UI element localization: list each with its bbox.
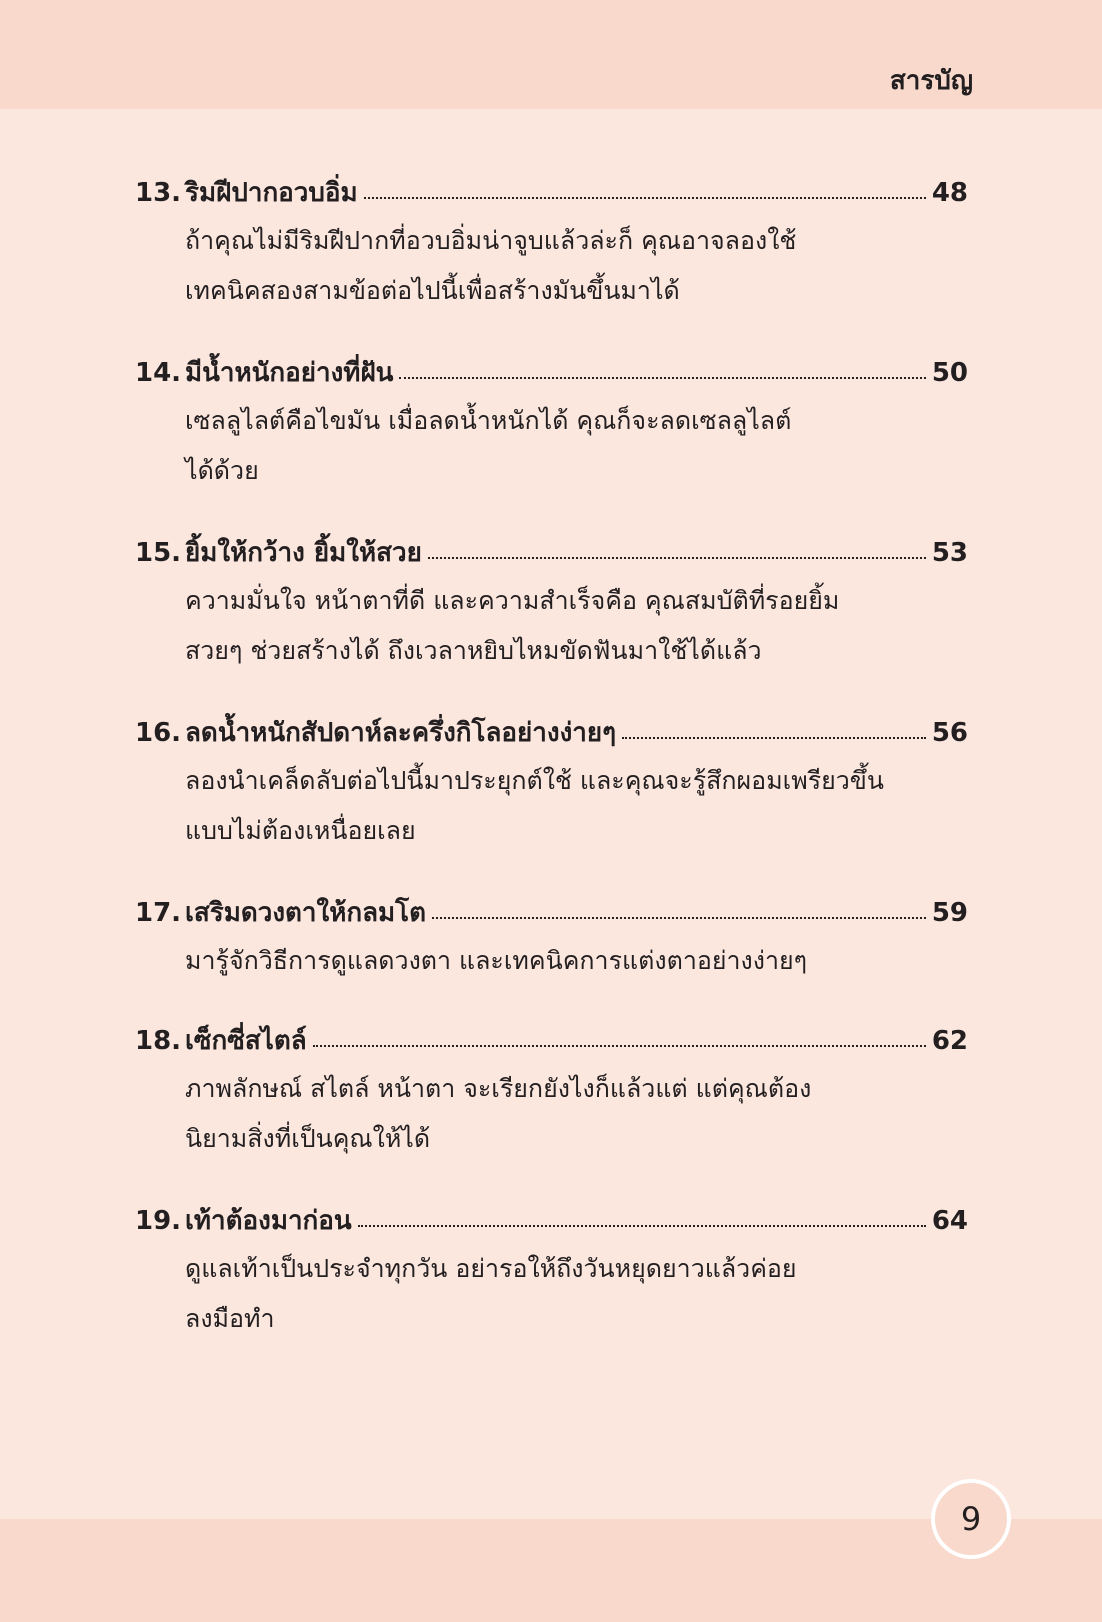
toc-entry: [135, 892, 968, 1020]
dot-leader: [428, 556, 926, 559]
toc-entry-description: [185, 216, 945, 316]
toc-entry-description: [185, 756, 945, 856]
description-line: ภาพลักษณ์ สไตล์ หน้าตา จะเรียกยังไงก็แล้วแต่ แต่คุณต้อง: [185, 1074, 812, 1103]
toc-entry: [135, 172, 968, 352]
page-number-badge: 9: [931, 1479, 1011, 1559]
toc-entry-description: [185, 936, 945, 986]
dot-leader: [364, 196, 926, 199]
toc-entry: [135, 532, 968, 712]
description-line: สวยๆ ช่วยสร้างได้ ถึงเวลาหยิบไหมขัดฟันมาใช้ได้แล้ว: [185, 636, 762, 665]
description-line: ลงมือทำ: [185, 1304, 275, 1333]
toc-entry-title: ลดน้ำหนักสัปดาห์ละครึ่งกิโลอย่างง่ายๆ: [185, 718, 617, 748]
toc-entry-number: 13.: [135, 178, 182, 208]
toc-entry: [135, 1200, 968, 1333]
toc-entry-page: 64: [931, 1206, 968, 1236]
toc-entry-number: 14.: [135, 358, 182, 388]
description-line: เซลลูไลต์คือไขมัน เมื่อลดน้ำหนักได้ คุณก็จะลดเซลลูไลต์: [185, 406, 792, 435]
toc-entry-heading: [135, 1020, 968, 1064]
description-line: แบบไม่ต้องเหนื่อยเลย: [185, 816, 416, 845]
toc-entry-page: 48: [931, 178, 968, 208]
toc-entry: [135, 712, 968, 892]
toc-entry-page: 53: [931, 538, 968, 568]
dot-leader: [358, 1224, 926, 1227]
description-line: ความมั่นใจ หน้าตาที่ดี และความสำเร็จคือ คุณสมบัติที่รอยยิ้ม: [185, 586, 840, 615]
toc-entry-page: 59: [931, 898, 968, 928]
description-line: มารู้จักวิธีการดูแลดวงตา และเทคนิคการแต่งตาอย่างง่ายๆ: [185, 946, 808, 975]
toc-entry: [135, 352, 968, 532]
toc-entry-title: เท้าต้องมาก่อน: [185, 1206, 352, 1236]
toc-entry-number: 17.: [135, 898, 182, 928]
toc-entry-heading: [135, 172, 968, 216]
toc-entry-heading: [135, 712, 968, 756]
toc-entry-description: [185, 1244, 945, 1344]
description-line: ได้ด้วย: [185, 456, 259, 485]
toc-entry-description: [185, 1064, 945, 1164]
toc-entry-heading: [135, 1200, 968, 1244]
toc-entry-page: 50: [931, 358, 968, 388]
toc-entry-number: 16.: [135, 718, 182, 748]
toc-entry-description: [185, 396, 945, 496]
table-of-contents: [135, 172, 968, 1333]
dot-leader: [622, 736, 926, 739]
toc-entry-title: เสริมดวงตาให้กลมโต: [185, 898, 427, 928]
description-line: เทคนิคสองสามข้อต่อไปนี้เพื่อสร้างมันขึ้นมาได้: [185, 276, 680, 305]
description-line: ดูแลเท้าเป็นประจำทุกวัน อย่ารอให้ถึงวันหยุดยาวแล้วค่อย: [185, 1254, 797, 1283]
toc-entry-number: 19.: [135, 1206, 182, 1236]
toc-entry-title: เซ็กซี่สไตล์: [185, 1026, 307, 1056]
toc-entry-number: 18.: [135, 1026, 182, 1056]
toc-entry-page: 56: [931, 718, 968, 748]
toc-entry-heading: [135, 352, 968, 396]
toc-entry: [135, 1020, 968, 1200]
description-line: ถ้าคุณไม่มีริมฝีปากที่อวบอิ่มน่าจูบแล้วล่ะก็ คุณอาจลองใช้: [185, 226, 797, 255]
toc-entry-title: ริมฝีปากอวบอิ่ม: [185, 178, 358, 208]
dot-leader: [399, 376, 925, 379]
toc-entry-title: มีน้ำหนักอย่างที่ฝัน: [185, 358, 394, 388]
dot-leader: [313, 1044, 926, 1047]
toc-entry-page: 62: [931, 1026, 968, 1056]
toc-entry-number: 15.: [135, 538, 182, 568]
description-line: ลองนำเคล็ดลับต่อไปนี้มาประยุกต์ใช้ และคุณจะรู้สึกผอมเพรียวขึ้น: [185, 766, 884, 795]
toc-entry-heading: [135, 532, 968, 576]
toc-entry-heading: [135, 892, 968, 936]
description-line: นิยามสิ่งที่เป็นคุณให้ได้: [185, 1124, 431, 1153]
dot-leader: [432, 916, 926, 919]
toc-entry-title: ยิ้มให้กว้าง ยิ้มให้สวย: [185, 538, 422, 568]
page-header-title: สารบัญ: [889, 66, 973, 96]
toc-entry-description: [185, 576, 945, 676]
